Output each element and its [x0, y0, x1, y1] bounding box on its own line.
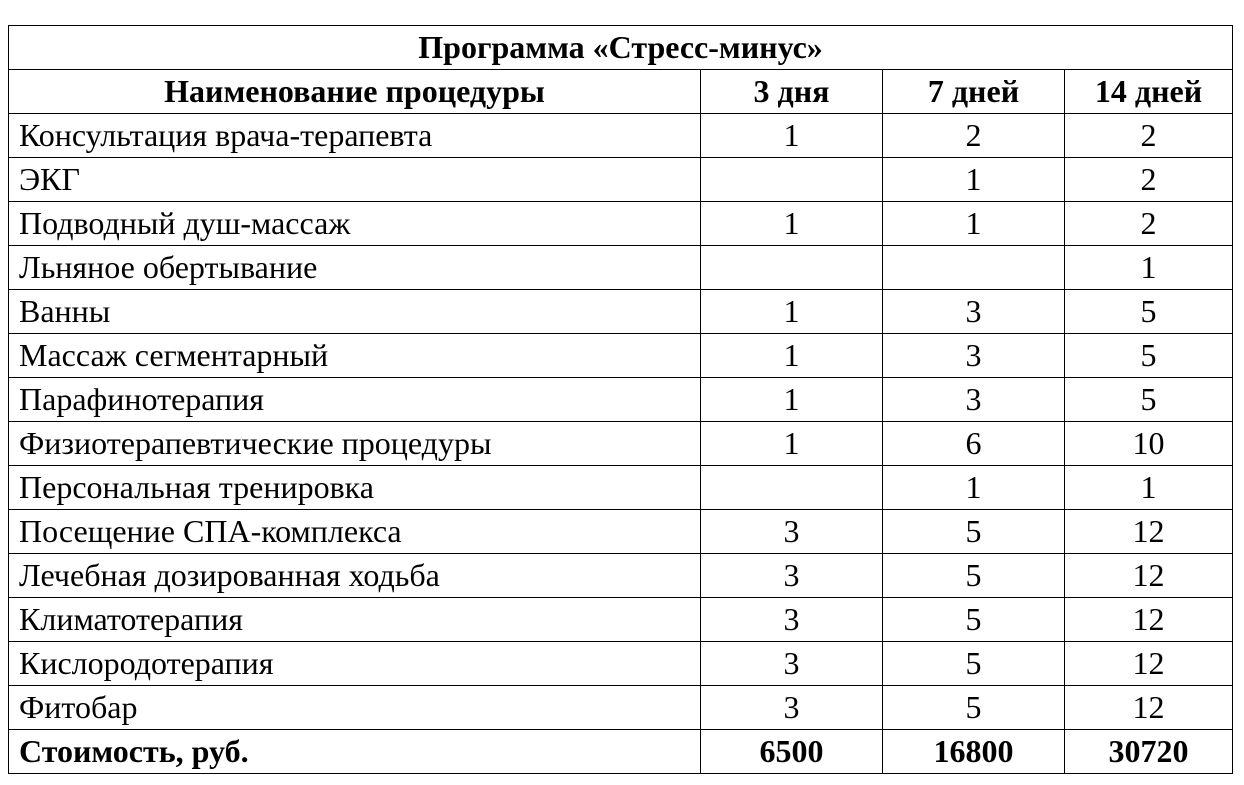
table-row: [9, 642, 1233, 686]
procedure-name-cell: Физиотерапевтические процедуры: [9, 422, 701, 466]
count-3-days-cell: 1: [701, 422, 883, 466]
table-row: [9, 598, 1233, 642]
count-14-days-cell: 5: [1065, 334, 1233, 378]
count-14-days-cell: 1: [1065, 466, 1233, 510]
count-14-days-cell: 2: [1065, 158, 1233, 202]
procedure-name-cell: Массаж сегментарный: [9, 334, 701, 378]
count-3-days-cell: 1: [701, 202, 883, 246]
count-3-days-cell: [701, 466, 883, 510]
count-3-days-cell: 1: [701, 378, 883, 422]
table-row: [9, 158, 1233, 202]
procedure-name-cell: Льняное обертывание: [9, 246, 701, 290]
procedure-name-cell: Консультация врача-терапевта: [9, 114, 701, 158]
count-7-days-cell: 2: [883, 114, 1065, 158]
table-row: [9, 510, 1233, 554]
total-label: Стоимость, руб.: [9, 730, 701, 774]
count-3-days-cell: [701, 246, 883, 290]
procedure-name-cell: Кислородотерапия: [9, 642, 701, 686]
table-row: [9, 114, 1233, 158]
count-14-days-cell: 2: [1065, 114, 1233, 158]
table-row: [9, 422, 1233, 466]
total-row: [9, 730, 1233, 774]
header-7-days: 7 дней: [883, 70, 1065, 114]
procedure-name-cell: Лечебная дозированная ходьба: [9, 554, 701, 598]
count-7-days-cell: 6: [883, 422, 1065, 466]
count-3-days-cell: 3: [701, 510, 883, 554]
count-7-days-cell: 3: [883, 334, 1065, 378]
procedure-name-cell: Подводный душ-массаж: [9, 202, 701, 246]
total-7-days: 16800: [883, 730, 1065, 774]
count-3-days-cell: 1: [701, 114, 883, 158]
procedure-name-cell: Фитобар: [9, 686, 701, 730]
count-3-days-cell: 3: [701, 642, 883, 686]
count-7-days-cell: 1: [883, 466, 1065, 510]
program-table: [8, 25, 1233, 774]
count-14-days-cell: 10: [1065, 422, 1233, 466]
header-3-days: 3 дня: [701, 70, 883, 114]
count-14-days-cell: 5: [1065, 290, 1233, 334]
count-3-days-cell: 1: [701, 334, 883, 378]
procedure-name-cell: Парафинотерапия: [9, 378, 701, 422]
count-7-days-cell: 1: [883, 158, 1065, 202]
procedure-name-cell: Климатотерапия: [9, 598, 701, 642]
count-3-days-cell: 1: [701, 290, 883, 334]
count-14-days-cell: 2: [1065, 202, 1233, 246]
table-title: Программа «Стресс-минус»: [9, 26, 1233, 70]
table-title-row: [9, 26, 1233, 70]
count-14-days-cell: 12: [1065, 598, 1233, 642]
header-14-days: 14 дней: [1065, 70, 1233, 114]
count-3-days-cell: [701, 158, 883, 202]
count-7-days-cell: [883, 246, 1065, 290]
count-3-days-cell: 3: [701, 686, 883, 730]
table-row: [9, 246, 1233, 290]
count-7-days-cell: 5: [883, 598, 1065, 642]
count-7-days-cell: 5: [883, 686, 1065, 730]
table-row: [9, 202, 1233, 246]
count-7-days-cell: 1: [883, 202, 1065, 246]
count-14-days-cell: 12: [1065, 642, 1233, 686]
table-row: [9, 290, 1233, 334]
total-14-days: 30720: [1065, 730, 1233, 774]
procedure-name-cell: Посещение СПА-комплекса: [9, 510, 701, 554]
table-row: [9, 378, 1233, 422]
count-7-days-cell: 5: [883, 642, 1065, 686]
count-14-days-cell: 12: [1065, 510, 1233, 554]
count-14-days-cell: 12: [1065, 554, 1233, 598]
count-7-days-cell: 3: [883, 290, 1065, 334]
count-14-days-cell: 5: [1065, 378, 1233, 422]
count-7-days-cell: 5: [883, 554, 1065, 598]
table-row: [9, 554, 1233, 598]
table-row: [9, 334, 1233, 378]
count-14-days-cell: 1: [1065, 246, 1233, 290]
table-row: [9, 686, 1233, 730]
count-3-days-cell: 3: [701, 554, 883, 598]
header-procedure-name: Наименование процедуры: [9, 70, 701, 114]
count-7-days-cell: 3: [883, 378, 1065, 422]
count-14-days-cell: 12: [1065, 686, 1233, 730]
procedure-name-cell: Персональная тренировка: [9, 466, 701, 510]
table-header-row: [9, 70, 1233, 114]
total-3-days: 6500: [701, 730, 883, 774]
procedure-name-cell: Ванны: [9, 290, 701, 334]
count-3-days-cell: 3: [701, 598, 883, 642]
table-body: [9, 114, 1233, 730]
procedure-name-cell: ЭКГ: [9, 158, 701, 202]
count-7-days-cell: 5: [883, 510, 1065, 554]
table-row: [9, 466, 1233, 510]
